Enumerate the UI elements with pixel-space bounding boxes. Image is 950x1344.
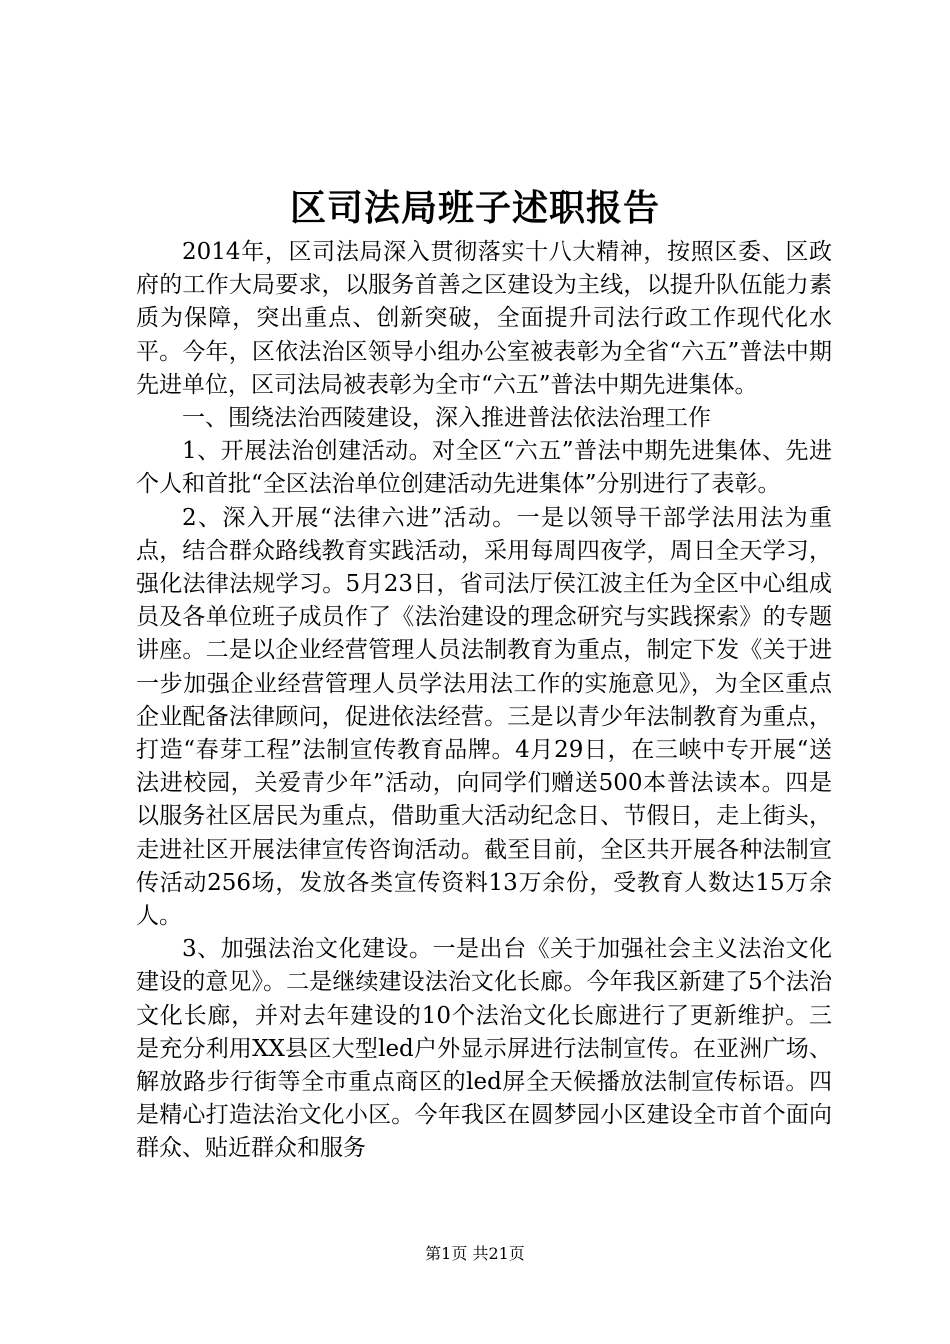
document-body xyxy=(136,236,832,1166)
page-number-footer: 第1页 共21页 xyxy=(425,1244,525,1263)
paragraph-item-1: 1、开展法治创建活动。对全区“六五”普法中期先进集体、先进个人和首批“全区法治单位创建活动先进集体”分别进行了表彰。 xyxy=(136,438,832,498)
document-title: 区司法局班子述职报告 xyxy=(289,187,660,229)
paragraph-intro: 2014年，区司法局深入贯彻落实十八大精神，按照区委、区政府的工作大局要求，以服务首善之区建设为主线，以提升队伍能力素质为保障，突出重点、创新突破，全面提升司法行政工作现代化水平。今年，区依法治区领导小组办公室被表彰为全省“六五”普法中期先进单位，区司法局被表彰为全市“六五”普法中期先进集体。 xyxy=(136,239,832,398)
section-heading: 一、围绕法治西陵建设，深入推进普法依法治理工作 xyxy=(182,405,711,432)
paragraph-item-3: 3、加强法治文化建设。一是出台《关于加强社会主义法治文化建设的意见》。二是继续建设法治文化长廊。今年我区新建了5个法治文化长廊，并对去年建设的10个法治文化长廊进行了更新维护。三是充分利用XX县区大型led户外显示屏进行法制宣传。在亚洲广场、解放路步行街等全市重点商区的led屏全天候播放法制宣传标语。四是精心打造法治文化小区。今年我区在圆梦园小区建设全市首个面向群众、贴近群众和服务 xyxy=(136,936,832,1162)
paragraph-item-2: 2、深入开展“法律六进”活动。一是以领导干部学法用法为重点，结合群众路线教育实践活动，采用每周四夜学，周日全天学习，强化法律法规学习。5月23日，省司法厅侯江波主任为全区中心组成员及各单位班子成员作了《法治建设的理念研究与实践探索》的专题讲座。二是以企业经营管理人员法制教育为重点，制定下发《关于进一步加强企业经营管理人员学法用法工作的实施意见》，为全区重点企业配备法律顾问，促进依法经营。三是以青少年法制教育为重点，打造“春芽工程”法制宣传教育品牌。4月29日，在三峡中专开展“送法进校园，关爱青少年”活动，向同学们赠送500本普法读本。四是以服务社区居民为重点，借助重大活动纪念日、节假日，走上街头，走进社区开展法律宣传咨询活动。截至目前，全区共开展各种法制宣传活动256场，发放各类宣传资料13万余份，受教育人数达15万余人。 xyxy=(136,504,832,930)
